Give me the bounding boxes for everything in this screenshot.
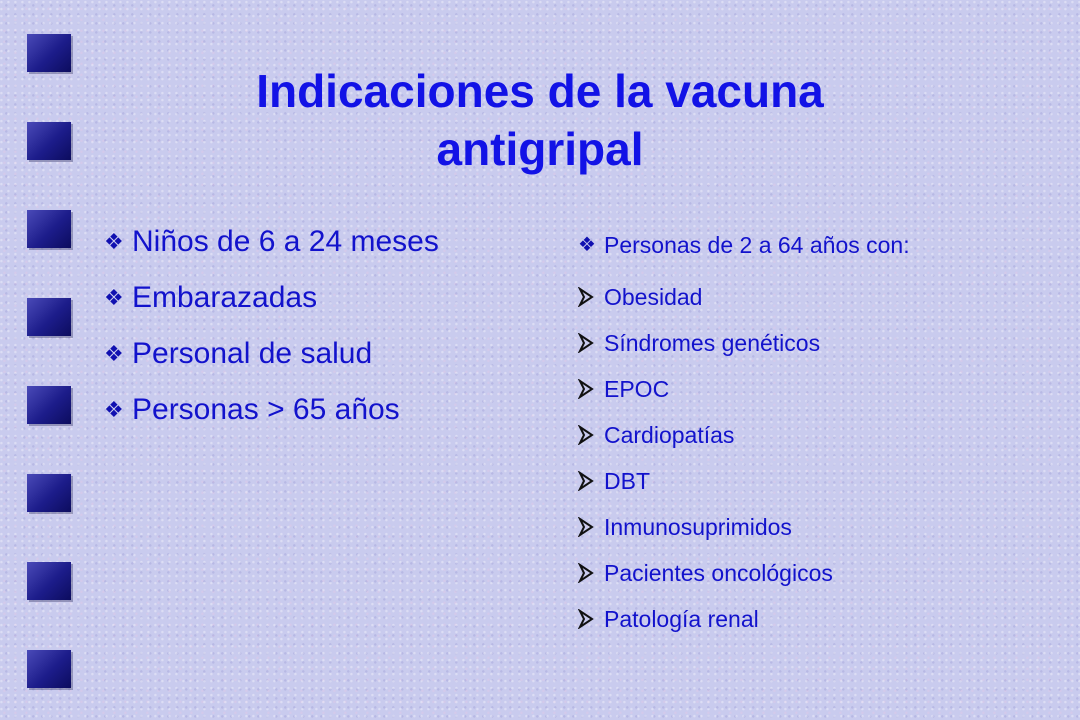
list-item-label: Patología renal xyxy=(604,605,759,632)
list-item xyxy=(578,596,998,642)
four-diamond-bullet-icon: ❖ xyxy=(104,341,124,366)
list-item xyxy=(578,458,998,504)
blue-square-icon xyxy=(27,210,71,248)
blue-square-icon xyxy=(27,34,71,72)
list-item-label: Cardiopatías xyxy=(604,421,735,448)
list-heading-label: Personas de 2 a 64 años con: xyxy=(604,232,910,258)
slide-title-line-1: Indicaciones de la vacuna xyxy=(256,65,824,117)
arrowhead-bullet-icon xyxy=(578,471,604,491)
list-item-label: Síndromes genéticos xyxy=(604,329,821,356)
list-item xyxy=(104,326,439,382)
arrowhead-bullet-icon xyxy=(578,287,604,307)
list-item-label: EPOC xyxy=(604,375,670,402)
list-item-label: Pacientes oncológicos xyxy=(604,559,833,586)
blue-square-icon xyxy=(27,562,71,600)
slide-title xyxy=(100,62,980,178)
list-item-label: Inmunosuprimidos xyxy=(604,513,792,540)
blue-square-icon xyxy=(27,298,71,336)
blue-square-icon xyxy=(27,474,71,512)
list-item xyxy=(104,382,439,438)
slide-title-line-2: antigripal xyxy=(436,123,644,175)
list-item-label: DBT xyxy=(604,467,650,494)
list-item xyxy=(578,504,998,550)
left-indication-list xyxy=(104,214,439,438)
arrowhead-bullet-icon xyxy=(578,379,604,399)
blue-square-icon xyxy=(27,386,71,424)
four-diamond-bullet-icon: ❖ xyxy=(578,234,596,256)
arrowhead-bullet-icon xyxy=(578,517,604,537)
arrowhead-bullet-icon xyxy=(578,609,604,629)
list-item-label: Obesidad xyxy=(604,283,703,310)
list-item xyxy=(578,366,998,412)
blue-square-icon xyxy=(27,122,71,160)
blue-square-icon xyxy=(27,650,71,688)
list-item xyxy=(578,274,998,320)
list-item xyxy=(104,270,439,326)
list-item xyxy=(578,550,998,596)
list-item xyxy=(104,214,439,270)
list-item xyxy=(578,320,998,366)
list-item-label: Niños de 6 a 24 meses xyxy=(132,225,439,258)
arrowhead-bullet-icon xyxy=(578,425,604,445)
list-item-label: Personal de salud xyxy=(132,337,373,370)
arrowhead-bullet-icon xyxy=(578,563,604,583)
four-diamond-bullet-icon: ❖ xyxy=(104,229,124,254)
list-heading xyxy=(578,228,998,262)
list-item xyxy=(578,412,998,458)
four-diamond-bullet-icon: ❖ xyxy=(104,397,124,422)
list-item-label: Embarazadas xyxy=(132,281,318,314)
right-indication-list xyxy=(578,228,998,642)
four-diamond-bullet-icon: ❖ xyxy=(104,285,124,310)
arrowhead-bullet-icon xyxy=(578,333,604,353)
list-item-label: Personas > 65 años xyxy=(132,393,400,426)
